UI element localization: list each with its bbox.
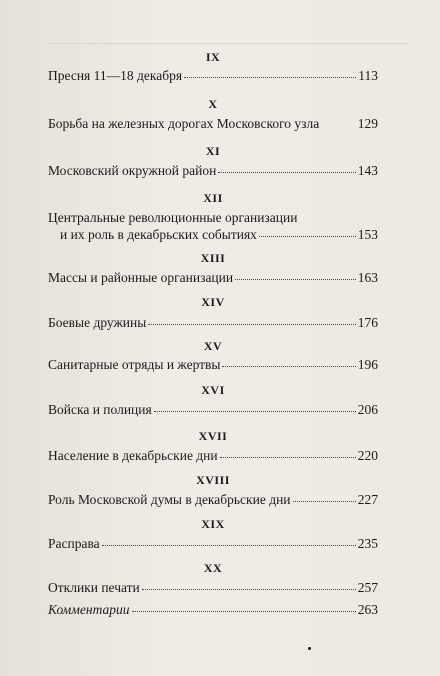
page-number: 235: [357, 536, 378, 551]
chapter-number: XIII: [200, 251, 226, 265]
toc-entry[interactable]: [48, 535, 378, 552]
dot-leader: [235, 275, 356, 280]
dot-leader: [222, 362, 355, 367]
chapter-title: Расправа: [48, 536, 100, 551]
ink-dot: [308, 647, 311, 650]
page-number: 220: [357, 448, 378, 463]
chapter-number: XV: [203, 339, 223, 353]
chapter-number: X: [208, 97, 218, 111]
chapter-number: XI: [205, 144, 221, 158]
dot-leader: [218, 168, 355, 173]
chapter-number: XX: [203, 561, 223, 575]
chapter-number: XIV: [201, 295, 225, 309]
toc-entry[interactable]: [48, 226, 378, 243]
toc-entry[interactable]: [48, 162, 378, 179]
page-number: 153: [357, 227, 378, 242]
page-number: 206: [357, 402, 378, 417]
chapter-number: XVI: [201, 383, 225, 397]
dot-leader: [259, 232, 356, 237]
toc-entry[interactable]: [48, 491, 378, 508]
chapter-title: Московский окружной район: [48, 163, 217, 178]
chapter-title-line1: Центральные революционные организации: [48, 210, 298, 225]
dot-leader: [132, 607, 356, 612]
chapter-number: XII: [203, 191, 223, 205]
chapter-number: IX: [205, 50, 221, 64]
chapter-number: XVII: [198, 429, 228, 443]
chapter-number: XIX: [201, 517, 225, 531]
dot-leader: [220, 453, 356, 458]
page-number: 163: [357, 270, 378, 285]
toc-entry[interactable]: [48, 579, 378, 596]
toc-entry[interactable]: [48, 447, 378, 464]
page-number: 143: [357, 163, 378, 178]
toc-entry[interactable]: [48, 67, 378, 84]
page-number: 196: [357, 357, 378, 372]
toc-entry[interactable]: [48, 401, 378, 418]
dot-leader: [148, 320, 355, 325]
dot-leader: [102, 541, 356, 546]
header-rule: [48, 43, 408, 44]
chapter-title: Боевые дружины: [48, 315, 147, 330]
chapter-title: Население в декабрьские дни: [48, 448, 218, 463]
dot-leader: [321, 122, 356, 126]
toc-entry[interactable]: [48, 356, 378, 373]
chapter-title: и их роль в декабрьских событиях: [60, 227, 257, 242]
chapter-title: Войска и полиция: [48, 402, 152, 417]
toc-entry[interactable]: [48, 269, 378, 286]
page-number: 113: [358, 68, 378, 83]
toc-entry[interactable]: [48, 314, 378, 331]
chapter-number: XVIII: [196, 473, 230, 487]
page-number: 176: [357, 315, 378, 330]
toc-entry[interactable]: [48, 601, 378, 618]
toc-entry[interactable]: [48, 115, 378, 132]
page-number: 129: [357, 116, 378, 131]
chapter-title: Борьба на железных дорогах Московского узла: [48, 116, 320, 131]
page-number: 257: [357, 580, 378, 595]
chapter-title: Санитарные отряды и жертвы: [48, 357, 221, 372]
dot-leader: [154, 407, 356, 412]
chapter-title: Пресня 11—18 декабря: [48, 68, 183, 83]
dot-leader: [184, 73, 356, 78]
dot-leader: [142, 585, 356, 590]
comments-title: Комментарии: [48, 602, 130, 617]
chapter-title: Отклики печати: [48, 580, 140, 595]
dot-leader: [293, 497, 356, 502]
chapter-title: Массы и районные организации: [48, 270, 234, 285]
chapter-title: Роль Московской думы в декабрьские дни: [48, 492, 291, 507]
page-number: 227: [357, 492, 378, 507]
page-number: 263: [357, 602, 378, 617]
